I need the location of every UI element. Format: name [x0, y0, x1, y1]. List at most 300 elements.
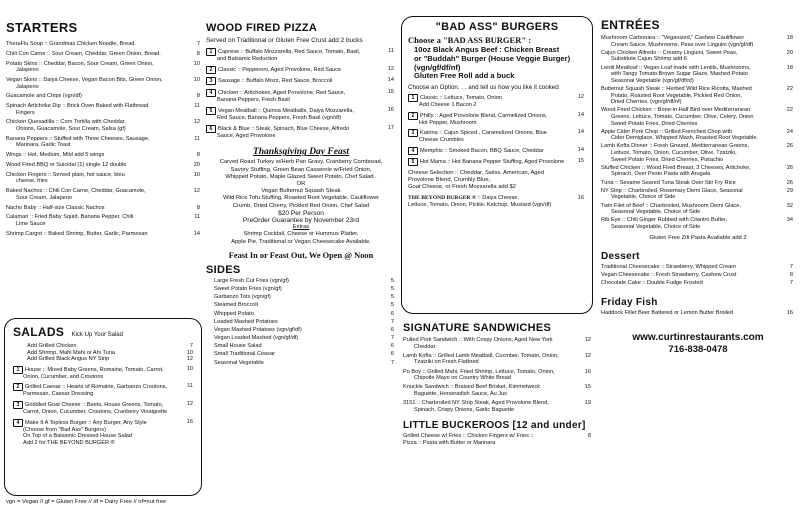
item-text: Wood Fired Chicken :: Bone-in Half Bird over Mediterranean — [601, 107, 751, 114]
fish-item — [601, 310, 795, 317]
item-text: Grilled Caesar :: Hearts of Romaine, Garbanzo Croutons, — [25, 384, 168, 391]
starters-title: STARTERS — [6, 20, 78, 35]
item-price: 11 — [388, 48, 394, 54]
item-description: Carrot, Onion, Cucumber, Croutons, Cranberry Vinaigrette — [23, 408, 168, 415]
item-text: Memphis :: Smoked Bacon, BBQ Sauce, Cheddar — [420, 147, 544, 154]
starter-item — [6, 172, 202, 185]
item-number: 4 — [206, 89, 216, 97]
item-price: 14 — [577, 111, 584, 118]
entree-item — [601, 86, 795, 106]
item-text: Large Fresh Cut Fries (vgn/gf) — [214, 277, 289, 284]
item-price: 14 — [387, 77, 394, 84]
item-number: 4 — [408, 147, 418, 155]
item-price: 22 — [786, 107, 793, 114]
item-text: Chocolate Cake :: Double Fudge Frosted — [601, 279, 703, 286]
burger-option: 10oz Black Angus Beef : Chicken Breast — [414, 45, 560, 54]
item-text: Small Traditional Ceasar — [214, 351, 275, 358]
item-description: Add Cheese 1 Bacon 2 — [419, 102, 477, 109]
item-text: Calamari :: Fried Baby Squid, Banana Pepper, Chili — [6, 214, 134, 221]
thanksgiving-line: Apple Pie, Traditional or Vegan Cheesecake Available. — [231, 238, 371, 245]
fish-title: Friday Fish — [601, 296, 658, 308]
item-text: Griddled Goat Cheese :: Beets, House Greens, Tomato, — [25, 401, 164, 408]
item-text: Chicken :: Artichokes, Aged Provolone, Red Sauce, — [218, 89, 346, 96]
item-text: Vegan Mashed Potatoes (vgn/gf/df) — [214, 326, 302, 333]
item-description: On Top of a Balsamic Dressed House Salad — [23, 433, 133, 440]
phone-number: 716-838-0478 — [668, 344, 728, 356]
item-description: and Balsamic Reduction — [217, 56, 278, 62]
entree-item — [601, 50, 795, 63]
item-price: 7 — [196, 41, 200, 47]
item-price: 34 — [786, 217, 793, 224]
thanksgiving-line: Savory Stuffing, Green Bean Casserole w/Fried Onion, — [230, 166, 372, 173]
thanksgiving-lines — [206, 159, 396, 245]
salad-item — [13, 383, 195, 398]
thanksgiving-title: Thanksgiving Day Feast — [252, 147, 350, 158]
item-price: 15 — [577, 157, 584, 164]
item-description: Fingers — [16, 109, 35, 116]
item-price: 7 — [789, 279, 793, 286]
item-price: 6 — [390, 343, 394, 350]
item-text: Classic :: Lettuce, Tomato, Onion — [420, 95, 502, 102]
cheese-line: Cheese Selection :: Cheddar, Swiss, American, Aged — [408, 169, 544, 176]
item-description: Baguette, Horseradish Sauce, Au Jus — [414, 390, 507, 397]
item-number: 4 — [13, 419, 23, 427]
thanksgiving-section — [206, 147, 396, 259]
item-text: Lamb Kofta :: Grilled Lamb Meatball, Cucmber, Tomato, Onion, — [403, 352, 559, 359]
entree-list — [601, 35, 795, 231]
item-text: Wood Fired BBQ or Suicidal (1) single 12 double — [6, 162, 127, 168]
burgers-title: "BAD ASS" BURGERS — [435, 21, 559, 33]
item-text: Stuffed Chicken :: Wood Fired Breast, 3 Cheeses, Artichoke, — [601, 164, 751, 171]
item-price: 11 — [194, 214, 200, 221]
item-price: 26 — [786, 164, 793, 171]
item-text: Mushroom Carbonara :: "Veganized," Cashew Cauliflower — [601, 35, 745, 41]
starter-item — [6, 41, 202, 48]
item-text: 3151 :: Charbroiled NY Strip Steak, Aged Provolone Blend, — [403, 400, 549, 407]
entree-item — [601, 107, 795, 127]
item-text: TheraFlu Soup :: Grandmas Chicken Noodle, Bread. — [6, 41, 136, 47]
item-price: 8 — [196, 152, 200, 159]
item-price: 16 — [387, 106, 394, 113]
item-text: Traditional Cheesecake :: Strawberry, Whipped Cream — [601, 263, 736, 270]
item-price: 8 — [789, 271, 793, 278]
item-text: Vegan Cheesecake :: Fresh Strawberry, Cashew Crust — [601, 271, 737, 278]
burgers-box — [401, 16, 593, 314]
item-price: 5 — [390, 277, 394, 284]
item-price: 7 — [390, 318, 394, 325]
kids-item — [403, 433, 593, 446]
salads-subtitle: Kick Up Your Salad — [71, 332, 123, 338]
entree-item — [601, 203, 795, 216]
item-description: Seasonal Vegetable, Choice of Side — [611, 223, 701, 230]
item-description: Lime Sauce — [16, 220, 46, 227]
item-description: Onion, Cucumber, and Croutons — [23, 373, 104, 380]
item-text: Chicken Fingers :: Served plain, hot sauce, bleu — [6, 171, 125, 178]
website-link[interactable]: www.curtinrestaurants.com — [632, 332, 764, 344]
entrees-title: ENTRÉES — [601, 18, 660, 32]
item-price: 26 — [786, 143, 793, 150]
item-description: Cheddar — [414, 343, 436, 350]
item-description: Banana Peppers, Fresh Basil — [217, 96, 290, 103]
starter-item — [6, 152, 202, 159]
item-description: Seasonal Vegetable (vgn/gf/df/nf) — [611, 77, 694, 84]
starter-item — [6, 51, 202, 58]
item-price: 7 — [390, 359, 394, 366]
entree-item — [601, 143, 795, 163]
item-price: 8 — [196, 50, 200, 57]
beyond-burger-sub: Lettuce, Tomato, Onion, Pickle, Ketchup, Mustard (vgn/df) — [408, 201, 552, 208]
dessert-item — [601, 280, 795, 287]
thanksgiving-line: Extras — [292, 224, 310, 231]
item-price: 15 — [584, 384, 591, 391]
thanksgiving-line: PreOrder Guarantee by November 23rd — [242, 216, 360, 224]
item-description: (Choose from "Bad Ass" Burgers) — [23, 426, 106, 433]
item-description: Lettuce, Tomato, Onion, Cucumber, Olive, Tzatziki, — [611, 150, 737, 157]
item-price: 7 — [789, 263, 793, 270]
item-text: Rib Eye :: Chili Ginger Rubbed with Cilantro Butter, — [601, 217, 728, 224]
item-price: 12 — [186, 400, 193, 407]
item-text: Nacho Baby :: Half-size Classic Nachos — [6, 204, 105, 211]
item-price: 8 — [196, 93, 200, 100]
starter-item — [6, 136, 202, 149]
gf-note: Gluten Free Ziti Pasta Available add 2 — [649, 234, 747, 241]
item-text: Add Shrimp, Mahi Mahi or Ahi Tuna — [27, 349, 115, 356]
item-price: 10 — [193, 171, 200, 178]
item-price: 14 — [193, 230, 200, 237]
item-price: 11 — [194, 103, 200, 110]
entree-item — [601, 35, 795, 48]
item-text: Knuckle Sandwich :: Braised Beef Brisket, Kimmelweck — [403, 384, 541, 391]
item-text: NY Strip :: Charbroiled, Rosemary Demi Glace, Seasonal — [601, 187, 743, 194]
pizza-item — [206, 89, 396, 104]
starter-item — [6, 188, 202, 201]
salad-list — [13, 366, 195, 447]
item-text: Katrina :: Cajun Spiced , Caramelized Onions, Blue — [420, 130, 547, 137]
side-item — [214, 311, 396, 318]
kids-price: 8 — [587, 433, 591, 440]
salad-item — [13, 401, 195, 416]
item-price: 10 — [186, 349, 193, 356]
starters-column — [6, 0, 202, 240]
burgers-prompt: Choose an Option. . . and tell us how you like it cooked — [408, 84, 559, 92]
cheese-line: Goat Cheese, or Fresh Mozzarella add $2 — [408, 183, 516, 190]
entree-item — [601, 188, 795, 201]
thanksgiving-line: $20 Per Person — [278, 209, 324, 217]
burger-item — [408, 129, 586, 144]
sandwich-item — [403, 400, 593, 413]
item-number: 5 — [206, 107, 216, 115]
kids-line-1: Grilled Cheese w/ Fries :: Chicken Fingers w/ Fries :: — [403, 433, 534, 440]
item-text: Loaded Mashed Potatoes — [214, 318, 278, 325]
entrees-column — [601, 0, 795, 355]
item-text: Wings :: Hot, Medium, Mild add 5 wings — [6, 152, 105, 159]
side-item — [214, 343, 396, 350]
item-description: Sour Cream, Jalapeno — [16, 194, 72, 201]
pizza-item — [206, 107, 396, 122]
side-item — [214, 294, 396, 301]
item-text: Garbanzo Tots (vgn/gf) — [214, 294, 271, 301]
burger-item — [408, 147, 586, 155]
item-description: Tzatziki on Fresh Flatbred — [414, 359, 479, 366]
burger-option: or "Buddah" Burger (House Veggie Burger) (vgn/gf/df/nf) — [414, 53, 571, 72]
item-price: 24 — [786, 128, 793, 135]
salad-item — [13, 366, 195, 381]
item-price: 6 — [390, 351, 394, 358]
salad-addon — [27, 350, 195, 357]
item-number: 3 — [13, 401, 23, 409]
item-price: 12 — [584, 352, 591, 359]
beyond-burger-price: 16 — [577, 194, 584, 201]
item-description: Chipotle Mayo on Country White Bread — [414, 375, 512, 382]
item-description: Add 2 for THE BEYOND BURGER ® — [23, 439, 115, 446]
item-description: Onions, Guacamole, Sour Cream, Salsa (gf) — [16, 126, 126, 133]
item-number: 5 — [408, 158, 418, 166]
item-text: Banana Peppers :: Stuffed with Three Cheeses, Sausage, — [6, 135, 150, 142]
thanksgiving-line: Crumb, Dried Cherry, Pickled Red Onion, Chef Salad — [232, 202, 370, 209]
kids-line-2: Pizza :: Pasta with Butter or Marinara — [403, 439, 496, 446]
item-description: Cider Demiglace, Whipped Mash, Roasted Root Vegetable. — [611, 135, 759, 142]
dessert-list — [601, 264, 795, 287]
item-price: 5 — [390, 294, 394, 301]
item-number: 3 — [408, 129, 418, 137]
item-text: Cajun Chicken Alfredo :: Creamy Linguini, Sweet Peas, — [601, 49, 738, 56]
pizza-item — [206, 66, 396, 74]
item-text: Add Grilled Chicken — [27, 343, 77, 349]
item-price: 16 — [186, 418, 193, 425]
dessert-title: Dessert — [601, 250, 640, 262]
item-description: with Tangy Tomato Brown Sugar Glaze, Mashed Potato — [611, 71, 748, 78]
thanksgiving-line: Whipped Potato, Maple Glazed Sweet Potato, Chef Salad . — [225, 173, 377, 180]
starter-item — [6, 231, 202, 238]
item-price: 12 — [186, 356, 193, 363]
item-price: 20 — [786, 49, 793, 56]
item-description: Cream Sauce, Mushrooms, Peas over Linguini (vgn/gf/df) — [611, 41, 754, 48]
item-description: Spinach, Over Pesto Pasta with Arugala — [611, 171, 711, 178]
item-description: Cheese Crumbles — [419, 137, 464, 144]
item-text: Make It A Topless Burger :: Any Burger, Any Style — [25, 419, 147, 426]
item-text: Vegan Loaded Mashed (vgn/gf/df) — [214, 335, 299, 342]
item-text: Shrimp Cargot :: Baked Shrimp, Butter, Garlic, Parmesan — [6, 230, 148, 237]
item-description: Seasonal Vegetable, Choice of Side — [611, 209, 701, 216]
beyond-burger-title: THE BEYOND BURGER ® — [408, 194, 477, 201]
thanksgiving-line: Vegan Butternut Squash Steak — [261, 188, 341, 195]
item-price: 12 — [584, 337, 591, 343]
pizza-list — [206, 48, 396, 139]
sandwich-item — [403, 369, 593, 382]
item-text: Sausage :: Buffalo Mozz, Red Sauce, Broccoli — [218, 78, 333, 85]
item-price: 12 — [193, 119, 200, 126]
fish-price: 16 — [786, 309, 793, 316]
item-description: Hot Pepper, Mushroom — [419, 119, 477, 126]
sandwich-item — [403, 353, 593, 366]
item-number: 2 — [206, 66, 216, 74]
item-description: Spinach, Crispy Onions, Garlic Baguette — [414, 406, 515, 413]
item-price: 15 — [387, 88, 394, 95]
item-description: cheese, fries — [16, 178, 48, 185]
sandwich-item — [403, 337, 593, 350]
item-text: Butternut Squash Steak :: Herbed Wild Rice Ricotta, Mashed — [601, 85, 752, 92]
item-description: Substitute Cajun Shrimp add 6 — [611, 56, 687, 63]
item-price: 17 — [387, 124, 394, 131]
starter-item — [6, 205, 202, 212]
item-price: 10 — [186, 365, 193, 372]
diet-legend: vgn = Vegan // gf = Gluten Free // df = Dairy Free // nf=nut free — [6, 499, 167, 505]
item-number: 1 — [408, 94, 418, 102]
item-text: Potato Skins :: Cheddar, Bacon, Sour Cream, Green Onion, — [6, 60, 154, 67]
entree-item — [601, 217, 795, 230]
item-price: 7 — [189, 343, 193, 349]
item-text: Add Grilled Black Angus NY Strip — [27, 356, 110, 363]
item-number: 3 — [206, 77, 216, 85]
thanksgiving-tagline: Feast In or Feast Out, We Open @ Noon — [228, 250, 374, 260]
burger-item — [408, 158, 586, 166]
item-description: Sweet Potato Fries, Dried Cherries — [611, 120, 698, 127]
beyond-burger — [408, 195, 586, 208]
salad-item — [13, 419, 195, 447]
item-price: 10 — [193, 76, 200, 83]
item-price: 18 — [786, 35, 793, 41]
starter-item — [6, 61, 202, 74]
item-text: Spinach Artichoke Dip :: Brick Oven Baked with Flatbread — [6, 103, 149, 110]
sides-list — [206, 278, 396, 366]
item-text: Guacamole and Chips (vgn/df) — [6, 93, 82, 100]
pizza-item — [206, 77, 396, 85]
item-number: 1 — [206, 48, 216, 56]
item-number: 6 — [206, 125, 216, 133]
side-item — [214, 327, 396, 334]
item-price: 26 — [786, 179, 793, 186]
item-text: Vegan Meatball :: Quinoa Meatballs, Daiya Mozzarella, — [218, 107, 354, 114]
burger-list — [408, 94, 586, 166]
starters-list — [6, 41, 202, 237]
item-description: Red Sauce, Banana Peppers, Fresh Basil (vgn/df) — [217, 114, 342, 121]
item-price: 12 — [193, 188, 200, 195]
item-text: House :: Mixed Baby Greens, Romaine, Tomato, Carrot, — [25, 366, 164, 373]
item-text: Chili Con Carne :: Sour Cream, Cheddar, Green Onion, Bread. — [6, 50, 161, 57]
item-description: Sauce, Aged Provolone — [217, 132, 276, 139]
thanksgiving-line: OR — [296, 180, 306, 187]
item-price: 16 — [584, 368, 591, 375]
item-text: Philly :: Aged Provolone Blend, Carmelized Onions, — [420, 112, 548, 119]
burger-item — [408, 94, 586, 109]
item-text: Small House Salad — [214, 343, 262, 350]
item-price: 19 — [584, 400, 591, 407]
pizza-subtitle: Served on Traditional or Gluten Free Crust add 2 bucks — [206, 37, 363, 44]
item-text: Whipped Potato — [214, 310, 254, 317]
item-price: 29 — [786, 187, 793, 194]
thanksgiving-line: Shrimp Cocktail, Cheese or Hummus Platter, — [243, 231, 359, 238]
burger-option: Gluten Free Roll add a buck — [414, 71, 515, 81]
sandwich-column — [403, 322, 593, 447]
item-price: 7 — [390, 335, 394, 342]
item-text: Twin Filet of Beef :: Charbroiled, Mushroom Demi Glace, — [601, 202, 741, 209]
item-text: Vegan Skins :: Daiya Cheese, Vegan Bacon Bits, Green Onion, — [6, 76, 163, 83]
side-item — [214, 302, 396, 309]
starter-item — [6, 119, 202, 132]
item-price: 6 — [390, 326, 394, 333]
item-text: Apple Cider Pork Chop :: Grilled Frenched Chop with — [601, 128, 733, 135]
side-item — [214, 286, 396, 293]
salad-addon — [27, 356, 195, 363]
salad-addon — [27, 343, 195, 350]
sandwich-list — [403, 337, 593, 413]
item-description: Marinara, Garlic Toast — [16, 142, 71, 149]
item-price: 6 — [390, 310, 394, 317]
item-price: 14 — [577, 146, 584, 153]
sandwich-item — [403, 384, 593, 397]
item-description: Parmesan, Caesar Dressing — [23, 391, 94, 398]
side-item — [214, 351, 396, 358]
starter-item — [6, 93, 202, 100]
item-price: 12 — [577, 94, 584, 101]
item-text: Tuna :: Sesame Seared Tuna Steak Over Stir Fry Rice — [601, 179, 736, 186]
dessert-item — [601, 272, 795, 279]
item-text: Baked Nachos :: Chili Con Carne, Cheddar, Guacamole, — [6, 188, 146, 195]
beyond-burger-text: :: Daiya Cheese, — [477, 194, 519, 201]
burger-item — [408, 112, 586, 127]
item-text: Classic :: Pepperoni, Aged Provolone, Red Sauce — [218, 66, 342, 73]
pizza-item — [206, 125, 396, 140]
item-price: 22 — [786, 85, 793, 92]
item-text: Lamb Kofta Dinner :: Fresh Ground, Mediterranean Greens, — [601, 143, 749, 150]
thanksgiving-line: Wild Rice Tofu Stuffing, Roasted Root Vegetable, Cauliflower — [222, 195, 380, 202]
salad-addons — [13, 343, 195, 363]
item-price: 14 — [577, 129, 584, 136]
entree-item — [601, 129, 795, 142]
item-description: Jalapeno — [16, 83, 39, 90]
item-price: 20 — [193, 162, 200, 168]
burger-options — [408, 46, 586, 81]
starter-item — [6, 162, 202, 169]
item-text: Sweet Potato Fries (vgn/gf) — [214, 285, 282, 292]
fish-text: Haddock Fillet Beer Battered or Lemon Butter Broiled — [601, 309, 734, 316]
item-text: Caprese :: Buffalo Mozzarella, Red Sauce, Tomato, Basil, — [218, 49, 361, 55]
item-text: Chicken Quesadilla :: Corn Tortilla with Cheddar, — [6, 119, 126, 126]
item-description: Greens, Lettuce, Tomato, Cucumber, Olive, Celery, Onion — [611, 113, 754, 120]
pizza-title: WOOD FIRED PIZZA — [206, 22, 318, 34]
pizza-item — [206, 48, 396, 63]
side-item — [214, 360, 396, 367]
item-number: 1 — [13, 366, 23, 374]
sandwiches-title: SIGNATURE SANDWICHES — [403, 322, 552, 334]
item-text: Seasonal Vegetable — [214, 359, 264, 366]
item-description: Sweet Potato Fries, Dried Cherries, Pistachio — [611, 156, 724, 163]
kids-title: LITTLE BUCKEROOS [12 and under] — [403, 420, 586, 432]
item-text: Po Boy :: Grilled Mahi, Fried Shrimp, Lettuce, Tomato, Onion, — [403, 368, 555, 375]
item-text: Lentil Meatloaf :: Vegan Loaf made with Lentils, Mushrooms, — [601, 64, 751, 71]
item-price: 11 — [194, 135, 200, 142]
cheese-line: Provolone Blend, Crumbly Blue, — [408, 176, 491, 183]
item-price: 18 — [786, 64, 793, 71]
side-item — [214, 319, 396, 326]
item-text: Black & Blue :: Steak, Spinach, Blue Cheese, Alfredo — [218, 125, 350, 132]
entree-item — [601, 165, 795, 178]
item-description: Jalapeno — [16, 67, 39, 74]
item-price: 12 — [387, 65, 394, 72]
salads-title: SALADS — [13, 325, 65, 339]
entree-item — [601, 180, 795, 187]
item-price: 32 — [786, 202, 793, 209]
item-description: Potato, Roasted Root Vegetable, Pickled Red Onion, — [611, 92, 742, 99]
salads-box — [4, 318, 202, 496]
side-item — [214, 335, 396, 342]
entree-item — [601, 65, 795, 85]
starter-item — [6, 214, 202, 227]
item-price: 11 — [187, 383, 193, 390]
item-text: Steamed Broccoli — [214, 302, 258, 309]
dessert-item — [601, 264, 795, 271]
item-text: Hot Mama :: Hot Banana Pepper Stuffing, Aged Provolone — [420, 158, 565, 165]
